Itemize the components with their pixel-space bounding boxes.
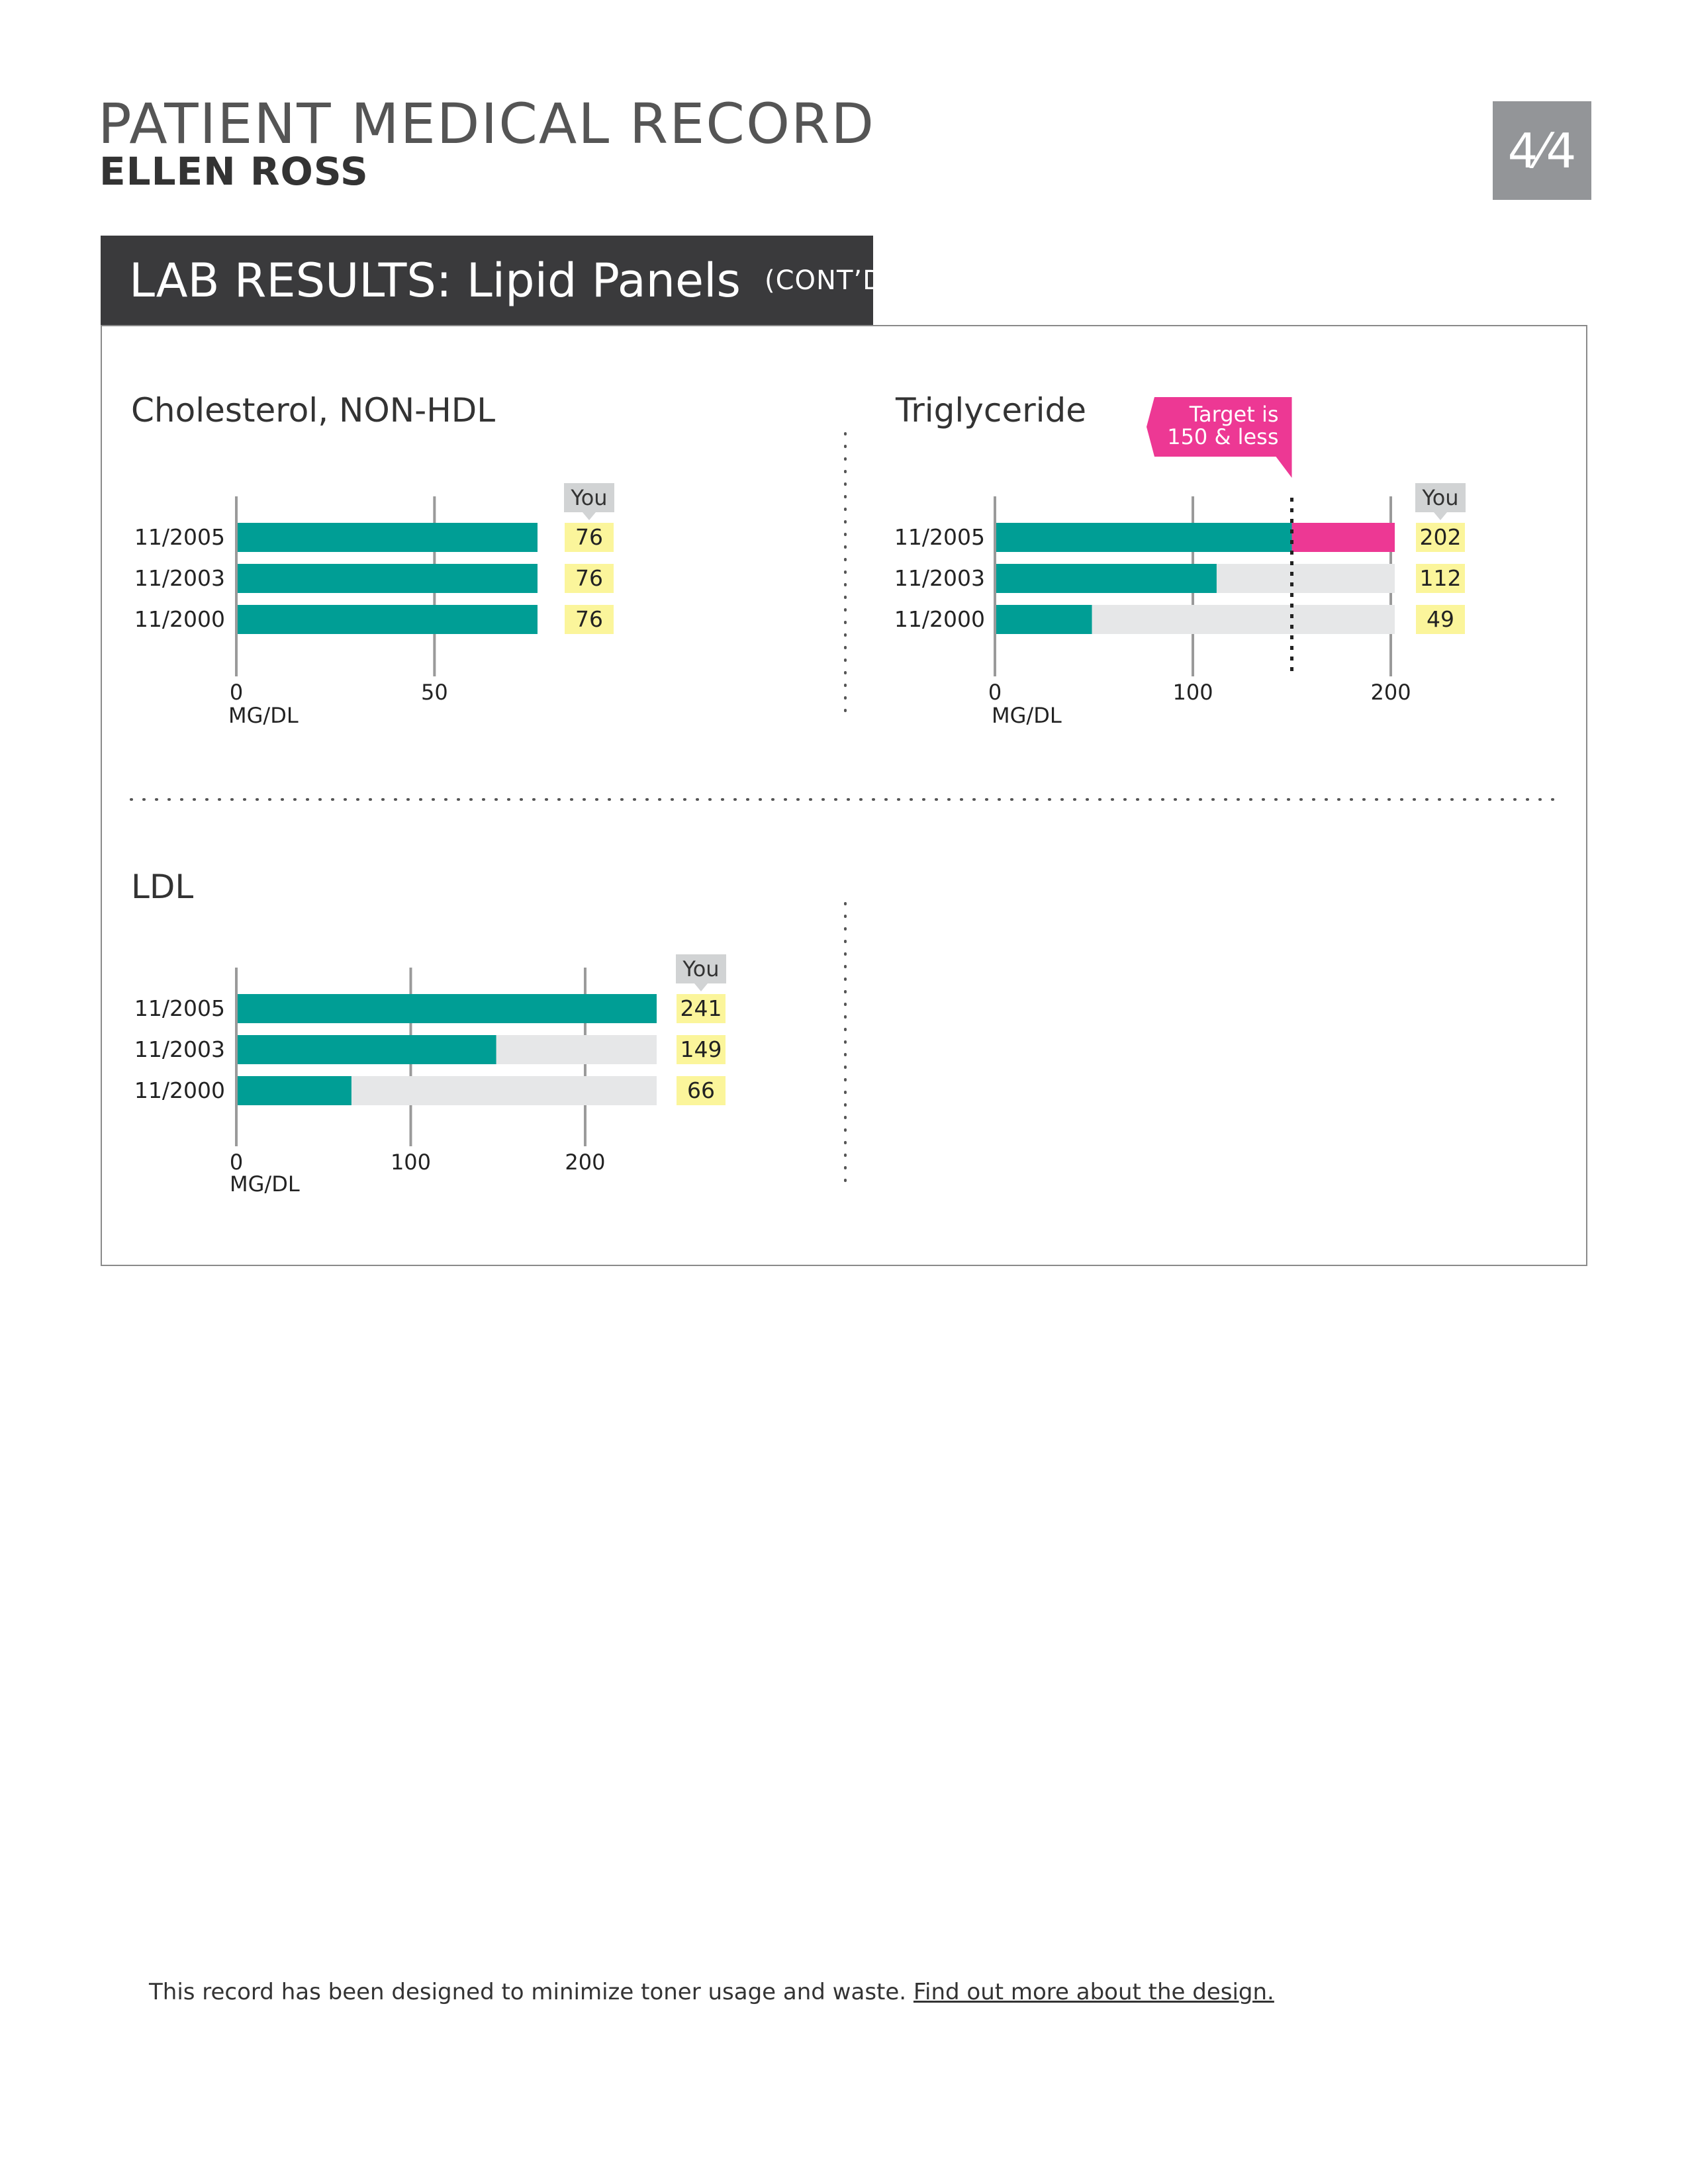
row-label: 11/2003 bbox=[134, 565, 225, 591]
value-label: 241 bbox=[680, 995, 722, 1021]
bar bbox=[236, 994, 657, 1023]
row-label: 11/2003 bbox=[134, 1036, 225, 1062]
you-tag-pointer bbox=[1434, 512, 1447, 520]
row-label: 11/2000 bbox=[134, 606, 225, 632]
tick-label: 100 bbox=[1172, 680, 1213, 705]
target-label: Target is bbox=[1189, 402, 1279, 427]
design-info-link[interactable]: Find out more about the design. bbox=[913, 1979, 1274, 2005]
value-label: 49 bbox=[1427, 606, 1454, 632]
section-continued: (CONT’D) bbox=[765, 265, 895, 296]
footer-note bbox=[149, 1979, 1274, 2005]
chart-ldl bbox=[131, 868, 726, 1197]
value-label: 202 bbox=[1419, 524, 1462, 550]
bar bbox=[236, 1076, 352, 1105]
you-label: You bbox=[571, 485, 608, 510]
section-title: LAB RESULTS: Lipid Panels bbox=[129, 253, 741, 308]
chart-triglyceride bbox=[894, 391, 1466, 728]
bar bbox=[995, 564, 1217, 593]
bar bbox=[236, 605, 538, 634]
row-label: 11/2000 bbox=[134, 1077, 225, 1103]
row-label: 11/2003 bbox=[894, 565, 985, 591]
bar bbox=[236, 564, 538, 593]
row-label: 11/2005 bbox=[134, 524, 225, 550]
unit-label: MG/DL bbox=[992, 703, 1062, 728]
chart-title: LDL bbox=[131, 868, 194, 906]
unit-label: MG/DL bbox=[230, 1171, 300, 1197]
value-label: 149 bbox=[680, 1036, 722, 1062]
value-label: 66 bbox=[687, 1077, 715, 1103]
footer-text: This record has been designed to minimize toner usage and waste. bbox=[149, 1979, 907, 2005]
you-tag-pointer bbox=[583, 512, 596, 520]
you-label: You bbox=[1422, 485, 1459, 510]
chart-cholesterol-non-hdl bbox=[131, 391, 614, 728]
value-label: 76 bbox=[575, 524, 603, 550]
target-label: 150 & less bbox=[1167, 424, 1279, 449]
row-label: 11/2005 bbox=[134, 995, 225, 1021]
tick-label: 50 bbox=[420, 680, 448, 705]
you-tag-pointer bbox=[694, 983, 708, 991]
tick-label: 200 bbox=[565, 1150, 606, 1175]
tick-label: 100 bbox=[390, 1150, 432, 1175]
tick-label: 0 bbox=[229, 680, 244, 705]
row-label: 11/2005 bbox=[894, 524, 985, 550]
tick-label: 0 bbox=[988, 680, 1002, 705]
bar bbox=[995, 523, 1292, 552]
bar-over-target bbox=[1292, 523, 1395, 552]
chart-title: Cholesterol, NON-HDL bbox=[131, 391, 496, 430]
you-label: You bbox=[682, 956, 720, 981]
value-label: 76 bbox=[575, 606, 603, 632]
tick-label: 0 bbox=[229, 1150, 244, 1175]
patient-name: ELLEN ROSS bbox=[99, 149, 369, 194]
unit-label: MG/DL bbox=[228, 703, 299, 728]
bar bbox=[236, 1035, 496, 1064]
row-label: 11/2000 bbox=[894, 606, 985, 632]
bar bbox=[236, 523, 538, 552]
tick-label: 200 bbox=[1370, 680, 1411, 705]
value-label: 112 bbox=[1419, 565, 1462, 591]
value-label: 76 bbox=[575, 565, 603, 591]
page-title: PATIENT MEDICAL RECORD bbox=[98, 91, 876, 156]
bar bbox=[995, 605, 1092, 634]
page-indicator: 4⁄4 bbox=[1493, 101, 1591, 200]
chart-title: Triglyceride bbox=[896, 391, 1087, 430]
